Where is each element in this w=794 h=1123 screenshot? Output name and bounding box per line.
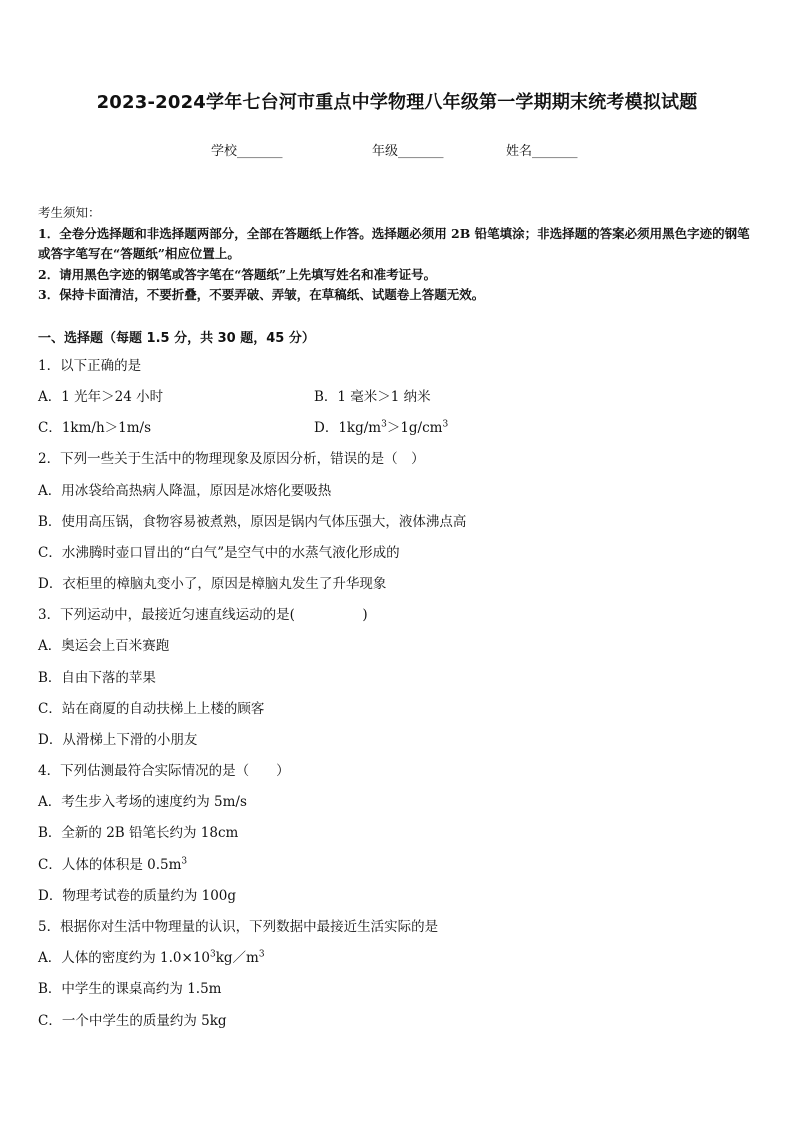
option-a	[38, 946, 265, 966]
option-text: D．1kg/m	[314, 420, 382, 436]
superscript: 3	[258, 949, 265, 960]
question-stem: 4．下列估测最符合实际情况的是（ ）	[38, 763, 290, 779]
option-a: A．1 光年＞24 小时	[38, 389, 164, 405]
option-d: D．物理考试卷的质量约为 100g	[38, 888, 237, 904]
page-title: 2023-2024学年七台河市重点中学物理八年级第一学期期末统考模拟试题	[96, 92, 698, 113]
notice-heading: 考生须知：	[38, 205, 101, 220]
option-b: B．自由下落的苹果	[38, 670, 156, 686]
name-field[interactable]: 姓名_______	[506, 144, 578, 159]
question-stem: 3．下列运动中，最接近匀速直线运动的是( )	[38, 607, 368, 623]
school-field[interactable]: 学校_______	[211, 144, 283, 159]
superscript: 3	[381, 419, 387, 430]
question-stem: 1．以下正确的是	[38, 358, 142, 374]
option-a: A．考生步入考场的速度约为 5m/s	[38, 794, 247, 810]
option-a: A．奥运会上百米赛跑	[38, 638, 170, 654]
option-c	[38, 853, 187, 873]
exam-notice	[38, 203, 760, 306]
option-d: D．衣柜里的樟脑丸变小了，原因是樟脑丸发生了升华现象	[38, 576, 387, 592]
option-text: C．人体的体积是 0.5m	[38, 857, 182, 873]
option-b: B．中学生的课桌高约为 1.5m	[38, 981, 222, 997]
notice-item: 1．全卷分选择题和非选择题两部分，全部在答题纸上作答。选择题必须用 2B 铅笔填涂；非选择题的答案必须用黑色字迹的钢笔或答字笔写在“答题纸”相应位置上。	[38, 225, 750, 261]
option-b: B．全新的 2B 铅笔长约为 18cm	[38, 825, 239, 841]
option-b: B．1 毫米＞1 纳米	[314, 389, 431, 405]
option-text: A．人体的密度约为 1.0×10	[38, 950, 210, 966]
superscript: 3	[210, 949, 216, 960]
option-text: ＞1g/cm	[386, 420, 443, 436]
option-b: B．使用高压锅，食物容易被煮熟，原因是锅内气体压强大，液体沸点高	[38, 514, 467, 530]
option-c: C．水沸腾时壶口冒出的“白气”是空气中的水蒸气液化形成的	[38, 545, 400, 561]
question-stem: 2．下列一些关于生活中的物理现象及原因分析，错误的是（ ）	[38, 451, 425, 467]
option-c: C．一个中学生的质量约为 5kg	[38, 1013, 227, 1029]
superscript: 3	[442, 419, 449, 430]
section-heading: 一、选择题（每题 1.5 分，共 30 题，45 分）	[38, 331, 315, 346]
option-d	[314, 416, 448, 436]
notice-item: 2．请用黑色字迹的钢笔或答字笔在“答题纸”上先填写姓名和准考证号。	[38, 266, 437, 282]
option-a: A．用冰袋给高热病人降温，原因是冰熔化要吸热	[38, 483, 332, 499]
notice-item: 3．保持卡面清洁，不要折叠，不要弄破、弄皱，在草稿纸、试题卷上答题无效。	[38, 287, 485, 302]
option-c: C．站在商厦的自动扶梯上上楼的顾客	[38, 701, 265, 717]
option-text: kg／m	[215, 950, 259, 966]
question-stem: 5．根据你对生活中物理量的认识，下列数据中最接近生活实际的是	[38, 919, 439, 935]
superscript: 3	[181, 856, 188, 867]
grade-field[interactable]: 年级_______	[372, 144, 444, 159]
option-c: C．1km/h＞1m/s	[38, 420, 152, 436]
option-d: D．从滑梯上下滑的小朋友	[38, 732, 198, 748]
